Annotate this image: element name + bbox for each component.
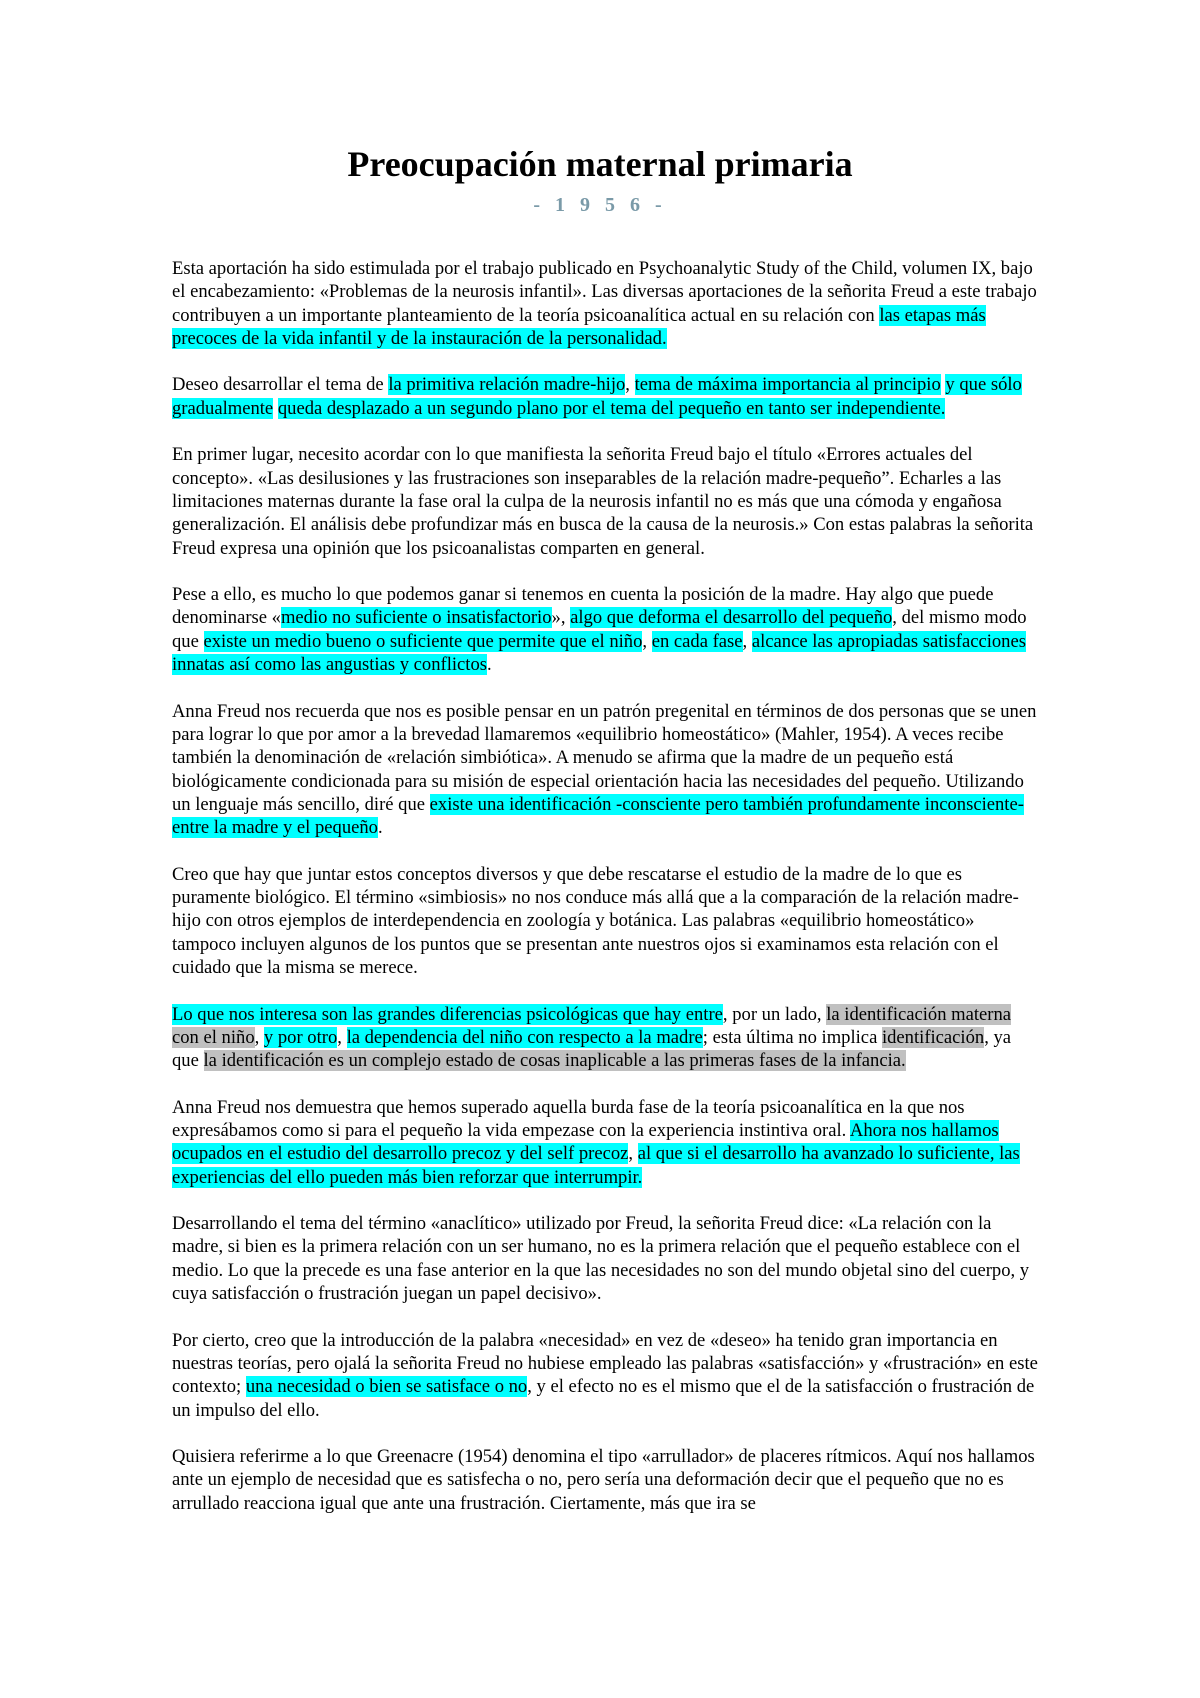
highlighted-text: en cada fase (651, 630, 743, 652)
paragraph-text: . (487, 654, 492, 676)
highlighted-text: al que si el desarrollo ha avanzado lo suficiente, las experiencias del ello pueden más bien reforzar que interrumpir. (172, 1143, 1020, 1188)
paragraph-text: , (642, 630, 652, 652)
paragraph-text: Anna Freud nos demuestra que hemos superado aquella burda fase de la teoría psicoanalítica en la que nos expresábamos como si para el pequeño la vida empezase con la experiencia instintiva oral. (172, 1096, 965, 1141)
highlighted-text: algo que deforma el desarrollo del pequeño (570, 607, 893, 629)
paragraph (172, 1212, 1042, 1305)
highlighted-text: existe un medio bueno o suficiente que permite que el niño (203, 630, 643, 652)
highlighted-text: identificación (881, 1026, 985, 1048)
paragraph-text: , (254, 1026, 264, 1048)
paragraph-text: Pese a ello, es mucho lo que podemos ganar si tenemos en cuenta la posición de la madre. Hay algo que puede denominarse « (172, 584, 994, 629)
paragraph-text: Esta aportación ha sido estimulada por el trabajo publicado en Psychoanalytic Study of the Child, volumen IX, bajo el encabezamiento: «Problemas de la neurosis infantil». Las diversas aportaciones de la señorita Freud a este trabajo contribuyen a un importante planteamiento de la teoría psicoanalítica actual en su relación con (172, 258, 1037, 326)
paragraph (172, 1329, 1042, 1422)
highlighted-text: alcance las apropiadas satisfacciones innatas así como las angustias y conflictos (172, 630, 1026, 676)
highlighted-text: la primitiva relación madre-hijo (388, 374, 626, 396)
highlighted-text: la dependencia del niño con respecto a la madre (346, 1026, 703, 1048)
highlighted-text: Ahora nos hallamos ocupados en el estudio del desarrollo precoz y del self precoz (172, 1119, 999, 1165)
highlighted-text: una necesidad o bien se satisface o no (245, 1376, 528, 1398)
highlighted-text: queda desplazado a un segundo plano por el tema del pequeño en tanto ser independiente. (277, 397, 946, 419)
paragraph-text: ; esta última no implica (702, 1026, 882, 1048)
highlighted-text: la identificación es un complejo estado de cosas inaplicable a las primeras fases de la infancia. (203, 1050, 906, 1072)
paragraph-text: . (377, 817, 383, 839)
paragraph-text: Creo que hay que juntar estos conceptos diversos y que debe rescatarse el estudio de la madre de lo que es puramente biológico. El término «simbiosis» no nos conduce más allá que a la comparación de la relación madre-hijo con otros ejemplos de interdependencia en zoología y botánica. Las palabras «equilibrio homeostático» tampoco incluyen algunos de los puntos que se presentan ante nuestros ojos si examinamos esta relación con el cuidado que la misma se merece. (172, 863, 1019, 978)
paragraph (172, 700, 1042, 840)
document-body (172, 257, 1042, 1538)
paragraph-text: , (628, 1143, 638, 1165)
paragraph (172, 257, 1042, 350)
paragraph-text: Desarrollando el tema del término «anaclítico» utilizado por Freud, la señorita Freud dice: «La relación con la madre, si bien es la primera relación con un ser humano, no es la primera relación que el pequeño establece con el medio. Lo que la precede es una fase anterior en la que las necesidades no son del mundo objetal sino del cuerpo, y cuya satisfacción o frustración juegan un papel decisivo». (172, 1213, 1030, 1305)
paragraph-text: , (742, 630, 752, 652)
paragraph-text: , (625, 374, 635, 396)
paragraph-text: , (337, 1026, 347, 1048)
paragraph-text: , por un lado, (722, 1003, 827, 1025)
paragraph (172, 863, 1042, 979)
paragraph (172, 1445, 1042, 1515)
page-title: Preocupación maternal primaria (347, 144, 853, 184)
highlighted-text: Lo que nos interesa son las grandes diferencias psicológicas que hay entre (172, 1003, 723, 1025)
highlighted-text: y por otro (263, 1026, 338, 1048)
paragraph-text: Por cierto, creo que la introducción de la palabra «necesidad» en vez de «deseo» ha tenido gran importancia en nuestras teorías, pero ojalá la señorita Freud no hubiese empleado las palabras «satisfacción» y «frustración» en este contexto; (172, 1329, 1038, 1398)
paragraph-text: », (551, 607, 571, 629)
paragraph (172, 583, 1042, 676)
paragraph (172, 1003, 1042, 1073)
paragraph (172, 373, 1042, 420)
paragraph (172, 1096, 1042, 1189)
paragraph-text: En primer lugar, necesito acordar con lo que manifiesta la señorita Freud bajo el título «Errores actuales del concepto». «Las desilusiones y las frustraciones son inseparables de la relación madre-pequeño”. Echarles a las limitaciones maternas durante la fase oral la culpa de la neurosis infantil no es más que una cómoda y engañosa generalización. El análisis debe profundizar más en busca de la causa de la neurosis.» Con estas palabras la señorita Freud expresa una opinión que los psicoanalistas comparten en general. (172, 444, 1034, 559)
paragraph-text: Anna Freud nos recuerda que nos es posible pensar en un patrón pregenital en términos de dos personas que se unen para lograr lo que por amor a la brevedad llamaremos «equilibrio homeostático» (Mahler, 1954). A veces recibe también la denominación de «relación simbiótica». A menudo se afirma que la madre de un pequeño está biológicamente condicionada para su misión de especial orientación hacia las necesidades del pequeño. Utilizando un lenguaje más sencillo, diré que (172, 700, 1037, 815)
highlighted-text: y que sólo gradualmente (172, 374, 1022, 419)
paragraph (172, 443, 1042, 559)
highlighted-text: la identificación materna con el niño (172, 1003, 1012, 1048)
highlighted-text: medio no suficiente o insatisfactorio (280, 607, 552, 629)
highlighted-text: existe una identificación -consciente pero también profundamente inconsciente- entre la madre y el pequeño (172, 793, 1024, 839)
paragraph-text: Quisiera referirme a lo que Greenacre (1954) denomina el tipo «arrullador» de placeres rítmicos. Aquí nos hallamos ante un ejemplo de necesidad que es satisfecha o no, pero sería una deformación decir que el pequeño que no es arrullado reacciona igual que ante una frustración. Ciertamente, más que ira se (172, 1446, 1035, 1514)
paragraph-text: , del mismo modo que (172, 607, 1027, 652)
year-subtitle: - 1 9 5 6 - (533, 194, 667, 216)
paragraph-text: Deseo desarrollar el tema de (172, 374, 389, 396)
paragraph-text: , y el efecto no es el mismo que el de la satisfacción o frustración de un impulso del ello. (172, 1376, 1035, 1421)
highlighted-text: las etapas más precoces de la vida infantil y de la instauración de la personalidad. (172, 304, 986, 349)
highlighted-text: tema de máxima importancia al principio (634, 374, 941, 396)
paragraph-text: , ya que (172, 1026, 1012, 1072)
